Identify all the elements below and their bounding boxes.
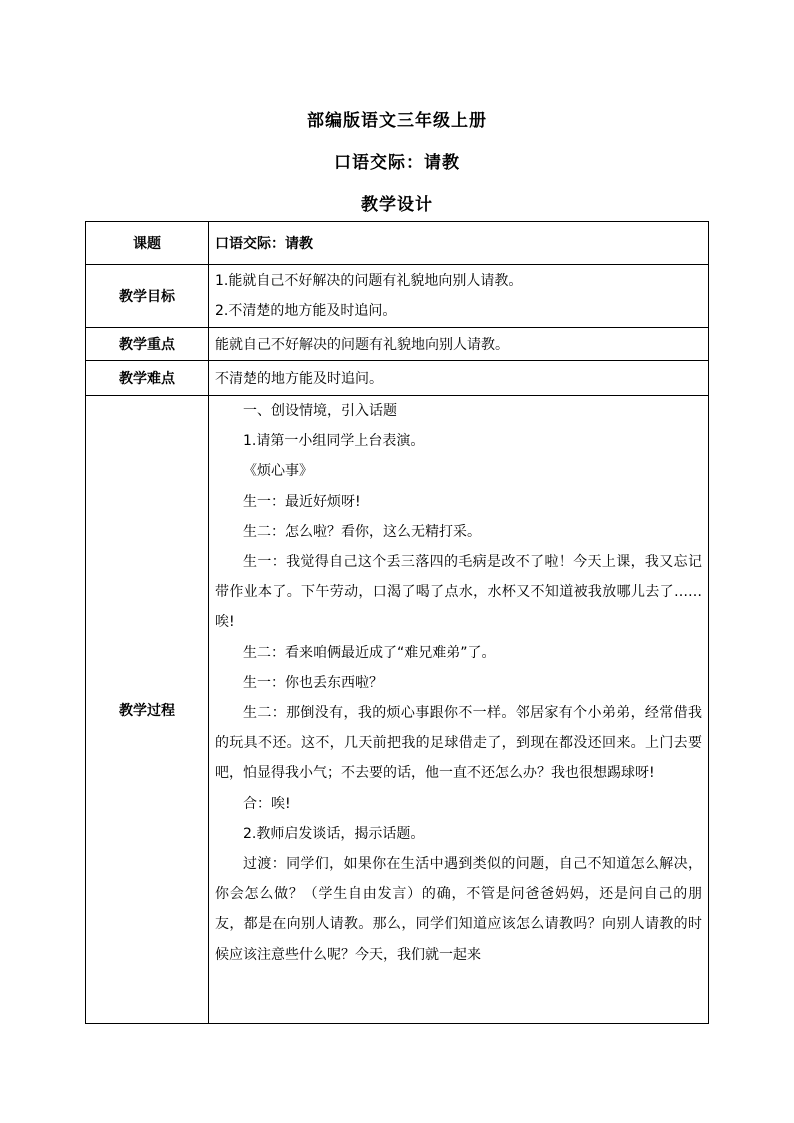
process-paragraph: 一、创设情境，引入话题 xyxy=(243,403,397,419)
goals-cell xyxy=(209,265,709,328)
process-paragraph: 过渡：同学们，如果你在生活中遇到类似的问题，自己不知道怎么解决，你会怎么做？（学生自由发言）的确，不管是问爸爸妈妈，还是问自己的朋友，都是在向别人请教。那么，同学们知道应该怎么请教吗？向别人请教的时候应该注意些什么呢？今天，我们就一起来 xyxy=(215,856,702,963)
difficulty-row xyxy=(86,361,709,396)
process-paragraph: 1.请第一小组同学上台表演。 xyxy=(243,433,425,450)
focus-value: 能就自己不好解决的问题有礼貌地向别人请教。 xyxy=(209,328,709,361)
process-paragraph: 生一：最近好烦呀! xyxy=(243,493,361,510)
topic-label: 课题 xyxy=(86,222,209,265)
process-paragraph: 生一：我觉得自己这个丢三落四的毛病是改不了啦！今天上课，我又忘记带作业本了。下午劳动，口渴了喝了点水，水杯又不知道被我放哪儿去了……唉! xyxy=(215,554,702,631)
process-paragraph: 生二：看来咱俩最近成了“难兄难弟”了。 xyxy=(243,644,496,661)
process-paragraph: 生二：怎么啦？看你，这么无精打采。 xyxy=(243,523,481,540)
lesson-title: 口语交际：请教 xyxy=(334,153,460,173)
goal-item: 2.不清楚的地方能及时追问。 xyxy=(215,303,397,319)
focus-row xyxy=(86,328,709,361)
process-cell xyxy=(209,396,709,1024)
goals-label: 教学目标 xyxy=(86,265,209,328)
document-subtitle: 教学设计 xyxy=(361,195,433,215)
process-label: 教学过程 xyxy=(86,396,209,1024)
goal-item: 1.能就自己不好解决的问题有礼貌地向别人请教。 xyxy=(215,273,523,289)
process-paragraph: 2.教师启发谈话，揭示话题。 xyxy=(243,825,425,842)
goals-row xyxy=(86,265,709,328)
process-paragraph: 合：唉! xyxy=(243,795,291,812)
focus-label: 教学重点 xyxy=(86,328,209,361)
process-paragraph: 生二：那倒没有，我的烦心事跟你不一样。邻居家有个小弟弟，经常借我的玩具不还。这不，几天前把我的足球借走了，到现在都没还回来。上门去要吧，怕显得我小气；不去要的话，他一直不还怎么办？我也很想踢球呀! xyxy=(215,705,702,782)
process-paragraph: 生一：你也丢东西啦？ xyxy=(243,674,383,691)
difficulty-label: 教学难点 xyxy=(86,361,209,396)
difficulty-value: 不清楚的地方能及时追问。 xyxy=(209,361,709,396)
process-paragraph: 《烦心事》 xyxy=(243,463,313,480)
topic-value: 口语交际：请教 xyxy=(209,222,709,265)
document-title: 部编版语文三年级上册 xyxy=(307,111,487,131)
lesson-plan-table xyxy=(85,221,709,1024)
process-row xyxy=(86,396,709,1024)
topic-row xyxy=(86,222,709,265)
